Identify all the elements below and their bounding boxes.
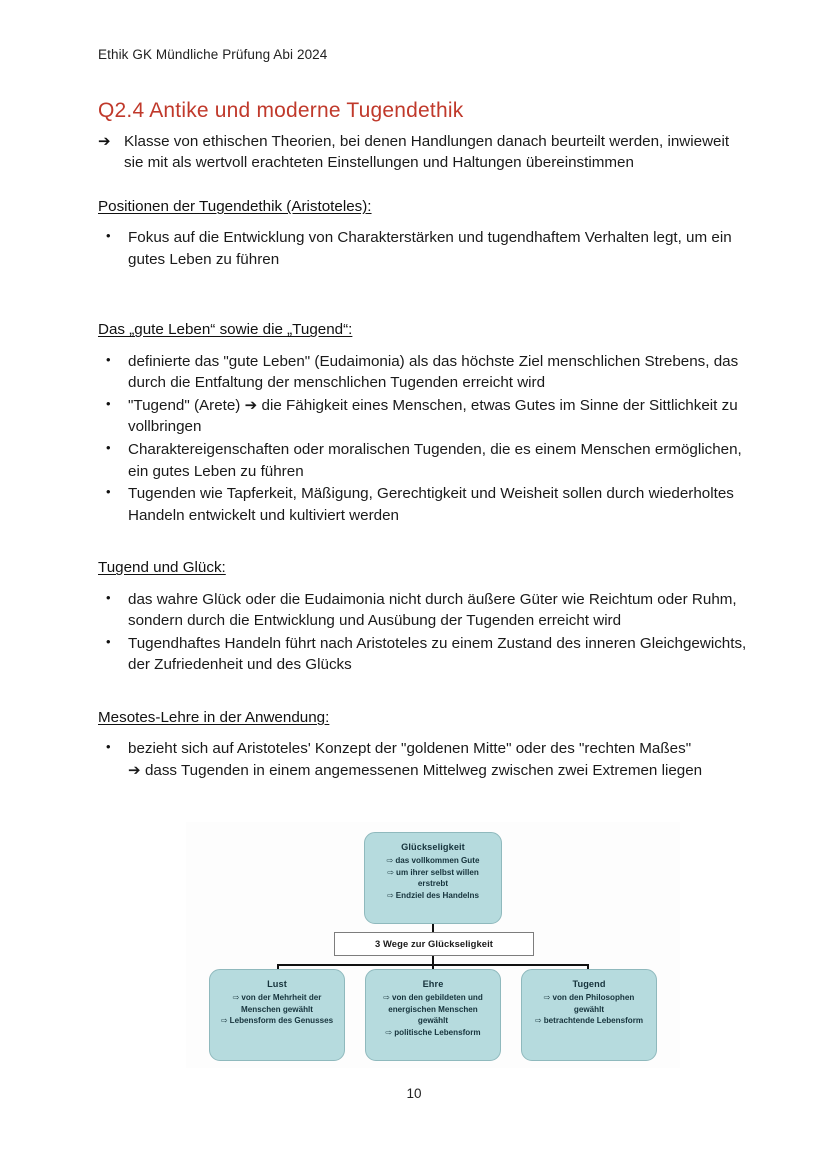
node-title: Ehre (422, 979, 444, 989)
node-line-text: von den Philosophen gewählt (552, 993, 635, 1014)
list-item: • Fokus auf die Entwicklung von Charakterstärken und tugendhaftem Verhalten legt, um ein gutes Leben zu führen (98, 227, 748, 270)
node-line-text: Lebensform des Genusses (229, 1016, 334, 1026)
node-title: 3 Wege zur Glückseligkeit (375, 938, 493, 950)
node-line (529, 1015, 649, 1026)
arrow-icon: ⇨ (543, 993, 551, 1003)
sub-heading-positionen: Positionen der Tugendethik (Aristoteles): (98, 197, 372, 215)
diagram-node-3-wege (334, 932, 534, 956)
arrow-icon: ⇨ (386, 890, 394, 900)
arrow-icon: ⇨ (220, 1016, 228, 1026)
node-line-text: betrachtende Lebensform (543, 1016, 644, 1026)
arrow-icon: ⇨ (387, 867, 395, 877)
bullet-list-mesotes (98, 738, 748, 781)
page-title: Q2.4 Antike und moderne Tugendethik (98, 98, 464, 122)
node-title: Glückseligkeit (401, 842, 465, 852)
node-line (372, 867, 494, 890)
intro-arrow-item (98, 131, 748, 174)
arrow-icon: ⇨ (232, 993, 240, 1003)
node-line (372, 855, 494, 866)
node-line-text: das vollkommen Gute (395, 856, 480, 866)
list-item: • definierte das "gute Leben" (Eudaimonia) als das höchste Ziel menschlichen Strebens, das durch die Entfaltung der menschlichen Tugenden erreicht wird (98, 351, 748, 394)
node-line-text: von der Mehrheit der Menschen gewählt (241, 993, 322, 1014)
list-item (98, 738, 748, 781)
diagram-node-tugend (521, 969, 657, 1061)
node-line (217, 992, 337, 1015)
list-item-text: bezieht sich auf Aristoteles' Konzept der "goldenen Mitte" oder des "rechten Maßes" (128, 740, 692, 758)
arrow-right-icon: ➔ (98, 132, 111, 150)
list-item: • Charaktereigenschaften oder moralischen Tugenden, die es einem Menschen ermöglichen, ein gutes Leben zu führen (98, 439, 748, 482)
node-line (372, 890, 494, 901)
node-line-text: politische Lebensform (394, 1027, 481, 1037)
node-line (373, 992, 493, 1026)
list-item: • Tugenden wie Tapferkeit, Mäßigung, Gerechtigkeit und Weisheit sollen durch wiederholtes Handeln entwickelt und kultiviert werden (98, 483, 748, 526)
node-line-text: um ihrer selbst willen erstrebt (396, 867, 479, 889)
list-item: • Tugendhaftes Handeln führt nach Aristoteles zu einem Zustand des inneren Gleichgewichts, der Zufriedenheit und des Glücks (98, 633, 748, 676)
node-line-text: Endziel des Handelns (395, 890, 479, 900)
document-content (98, 46, 748, 782)
sub-heading-tugend-glueck: Tugend und Glück: (98, 559, 226, 577)
bullet-list-positionen (98, 227, 748, 270)
node-title: Tugend (572, 979, 606, 989)
bullet-list-gutes-leben (98, 351, 748, 527)
list-item: • das wahre Glück oder die Eudaimonia nicht durch äußere Güter wie Reichtum oder Ruhm, sondern durch die Entwicklung und Ausübung der Tugenden erreicht wird (98, 589, 748, 632)
bullet-list-tugend-glueck (98, 589, 748, 676)
sub-heading-gutes-leben: Das „gute Leben“ sowie die „Tugend“: (98, 321, 353, 339)
page-number: 10 (406, 1086, 422, 1101)
diagram-node-ehre (365, 969, 501, 1061)
arrow-icon: ⇨ (385, 1027, 393, 1037)
list-item-subtext: ➔ dass Tugenden in einem angemessenen Mittelweg zwischen zwei Extremen liegen (128, 761, 703, 779)
node-title: Lust (267, 979, 287, 989)
node-line-text: von den gebildeten und energischen Menschen gewählt (388, 993, 483, 1026)
arrow-icon: ⇨ (386, 856, 394, 866)
list-item: • "Tugend" (Arete) ➔ die Fähigkeit eines Menschen, etwas Gutes im Sinne der Sittlichkeit zu vollbringen (98, 395, 748, 438)
document-header: Ethik GK Mündliche Prüfung Abi 2024 (98, 47, 328, 62)
node-line (529, 992, 649, 1015)
intro-text: Klasse von ethischen Theorien, bei denen Handlungen danach beurteilt werden, inwieweit sie mit als wertvoll erachteten Einstellungen und Haltungen übereinstimmen (124, 132, 730, 172)
diagram-node-lust (209, 969, 345, 1061)
arrow-icon: ⇨ (534, 1016, 542, 1026)
node-line (217, 1015, 337, 1026)
glueckseligkeit-diagram (186, 822, 680, 1068)
diagram-node-glueckseligkeit (364, 832, 502, 924)
sub-heading-mesotes: Mesotes-Lehre in der Anwendung: (98, 708, 330, 726)
arrow-icon: ⇨ (383, 993, 390, 1003)
node-line (373, 1027, 493, 1038)
